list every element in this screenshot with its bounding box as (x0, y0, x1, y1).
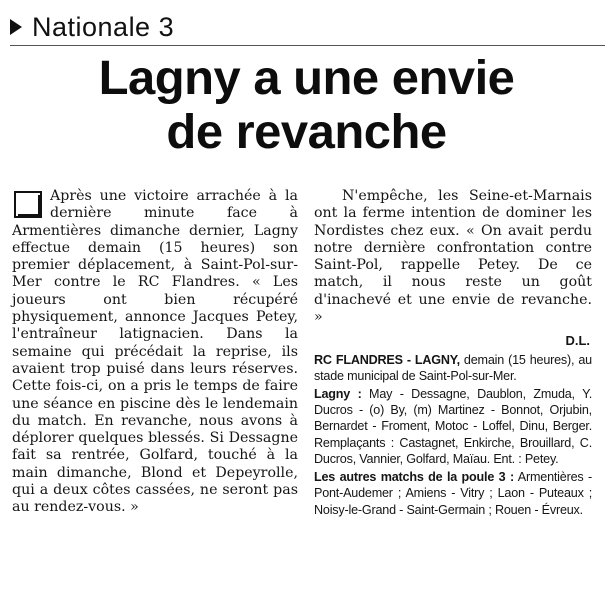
other-matches (314, 469, 592, 518)
rubric-divider (10, 45, 605, 46)
squad-list (314, 386, 592, 467)
headline-line-2: de revanche (166, 106, 447, 159)
squad-text: May - Dessagne, Daublon, Zmuda, Y. Ducros - (o) By, (m) Martinez - Bonnot, Orjubin, Bernardet - Froment, Motoc - Loffel, Dinu, Berger. Remplaçants : Castagnet, Enkirche, Brouillard, C. Ducros, Vannier, Golfard, Maïau. Ent. : Petey. (314, 387, 592, 466)
article-column-right (314, 188, 592, 518)
other-matches-text: Armentières - Pont-Audemer ; Amiens - Vitry ; Laon - Puteaux ; Noisy-le-Grand - Saint-Germain ; Rouen - Évreux. (314, 470, 592, 517)
other-matches-label: Les autres matchs de la poule 3 : (314, 470, 514, 485)
squad-label: Lagny : (314, 387, 362, 402)
triangle-arrow-icon (10, 19, 22, 35)
article-paragraph-2: N'empêche, les Seine-et-Marnais ont la ferme intention de dominer les Nordistes chez eux. « On avait perdu notre dernière confrontation contre Saint-Pol, rappelle Petey. De ce match, il nous reste un goût d'inachevé et une envie de revanche. » (314, 188, 592, 326)
paragraph-marker-icon (14, 191, 42, 218)
article-headline (4, 52, 609, 160)
section-rubric (10, 12, 174, 42)
fixture-details: demain (15 heures), au stade municipal de Saint-Pol-sur-Mer. (314, 352, 592, 383)
fixture-info (314, 352, 592, 384)
section-label: Nationale 3 (32, 11, 175, 42)
fixture-title: RC FLANDRES - LAGNY, (314, 352, 460, 367)
article-column-left (12, 188, 298, 517)
headline-line-1: Lagny a une envie (98, 52, 515, 105)
article-paragraph-1: Après une victoire arrachée à la dernière minute face à Armentières dimanche dernier, Lagny effectue demain (15 heures) son premier déplacement, à Saint-Pol-sur-Mer contre le RC Flandres. « Les joueurs ont bien récupéré physiquement, annonce Jacques Petey, l'entraîneur latignacien. Dans la semaine qui précédait la reprise, ils avaient trop puisé dans leurs réserves. Cette fois-ci, on a pris le temps de faire une séance en piscine dès le lendemain du match. En revanche, nous avons à déplorer quelques blessés. Si Dessagne fait sa rentrée, Golfard, touché à la main dimanche, Blond et Depeyrolle, qui a deux côtes cassées, ne seront pas au rendez-vous. » (12, 188, 298, 516)
article-byline: D.L. (565, 333, 590, 349)
